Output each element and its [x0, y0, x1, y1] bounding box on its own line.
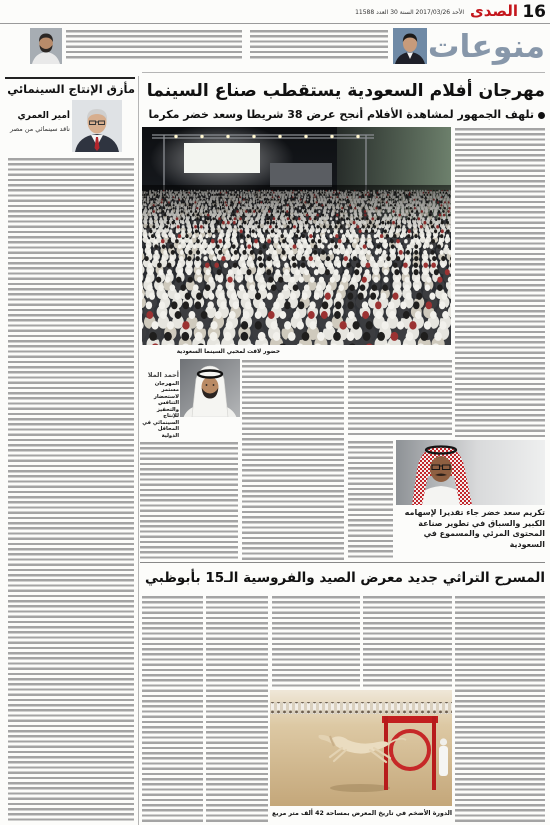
spectators — [270, 702, 452, 714]
red-banner — [382, 716, 438, 723]
second-body-column-4 — [206, 596, 268, 822]
festival-hall-image — [142, 127, 451, 345]
brief-text-right — [250, 30, 388, 61]
eye — [206, 384, 208, 386]
article-divider — [140, 562, 545, 563]
subheadline-text: تلهف الجمهور لمشاهدة الأفلام أنجح عرض 38 شريطا وسعد خضر مكرما — [148, 108, 534, 121]
column-top-rule — [5, 77, 135, 79]
main-body-column-a — [140, 442, 238, 560]
inset-quote: المهرجان مستمر لاستحضار التنافس والتحفيز للإنتاج السينمائي في المحافل الدولية — [142, 381, 179, 439]
divider-line — [142, 72, 545, 73]
dateline: الأحد 2017/03/26 السنة 30 العدد 11588 — [355, 9, 464, 16]
column-body-text — [8, 158, 134, 822]
honoree-portrait-image — [396, 440, 545, 505]
main-body-column-c — [348, 360, 452, 437]
brief-text-left — [66, 30, 242, 61]
second-headline: المسرح التراثي جديد معرض الصيد والفروسية الـ15 بأبوظبي — [145, 570, 545, 586]
man-portrait-image — [393, 28, 427, 64]
second-body-column-5 — [142, 596, 203, 822]
column-author-role: ناقد سينمائي من مصر — [10, 125, 70, 133]
saluki-jump-image — [270, 690, 452, 806]
second-body-column-2 — [363, 596, 452, 688]
hoop-post — [432, 716, 436, 790]
header-divider — [0, 23, 550, 24]
hoop-post — [384, 716, 388, 790]
eye — [213, 384, 215, 386]
stage-light — [226, 135, 229, 138]
bullet-icon — [538, 112, 545, 119]
author-portrait-image — [72, 100, 122, 152]
main-body-column-b — [242, 360, 344, 560]
stage-light — [174, 135, 177, 138]
main-body-column-right — [455, 128, 545, 437]
section-title: منوعات — [428, 29, 545, 65]
page-number: 16 — [522, 2, 546, 22]
column-divider — [138, 76, 139, 825]
saluki-photo-caption: الدورة الأضخم في تاريخ المعرض بمساحة 42 ألف متر مربع — [271, 810, 452, 817]
second-body-column-3 — [272, 596, 360, 688]
festival-hall-photo — [142, 127, 451, 345]
stage-light — [356, 135, 359, 138]
stage-screen — [184, 143, 260, 173]
column-title: مأزق الإنتاج السينمائي — [7, 82, 135, 96]
main-headline: مهرجان أفلام السعودية يستقطب صناع السينما — [146, 81, 545, 101]
honoree-photo — [396, 440, 545, 505]
stage-light — [200, 135, 203, 138]
author-photo — [72, 100, 122, 152]
man-portrait-image — [30, 28, 62, 64]
dog-shadow — [330, 784, 390, 792]
column-author: أمير العمري — [17, 111, 70, 121]
stage-light — [304, 135, 307, 138]
brief-photo-left — [30, 28, 62, 64]
handler-figure — [439, 746, 448, 776]
inset-photo — [180, 359, 240, 417]
second-body-column-right — [455, 596, 545, 822]
newspaper-logo: الصدى — [470, 2, 518, 20]
handler-head — [440, 738, 447, 745]
main-body-column-c2 — [348, 441, 393, 560]
saluki-show-photo — [270, 690, 452, 806]
main-subheadline — [142, 107, 545, 123]
inset-portrait-image — [180, 359, 240, 417]
stage-light — [330, 135, 333, 138]
far-row-shade — [142, 185, 451, 235]
brief-photo-right — [393, 28, 427, 64]
stage-light — [278, 135, 281, 138]
hall-photo-caption: حضور لافت لمحبي السينما السعودية — [176, 349, 280, 355]
stage-panel — [270, 163, 332, 187]
honoree-caption: تكريم سعد خضر جاء تقديرا لإسهامه الكبير والسباق في تطوير صناعة المحتوى المرئي والمسموع في السعودية — [404, 508, 545, 549]
stage-light — [252, 135, 255, 138]
inset-name: أحمد الملا — [147, 371, 179, 379]
